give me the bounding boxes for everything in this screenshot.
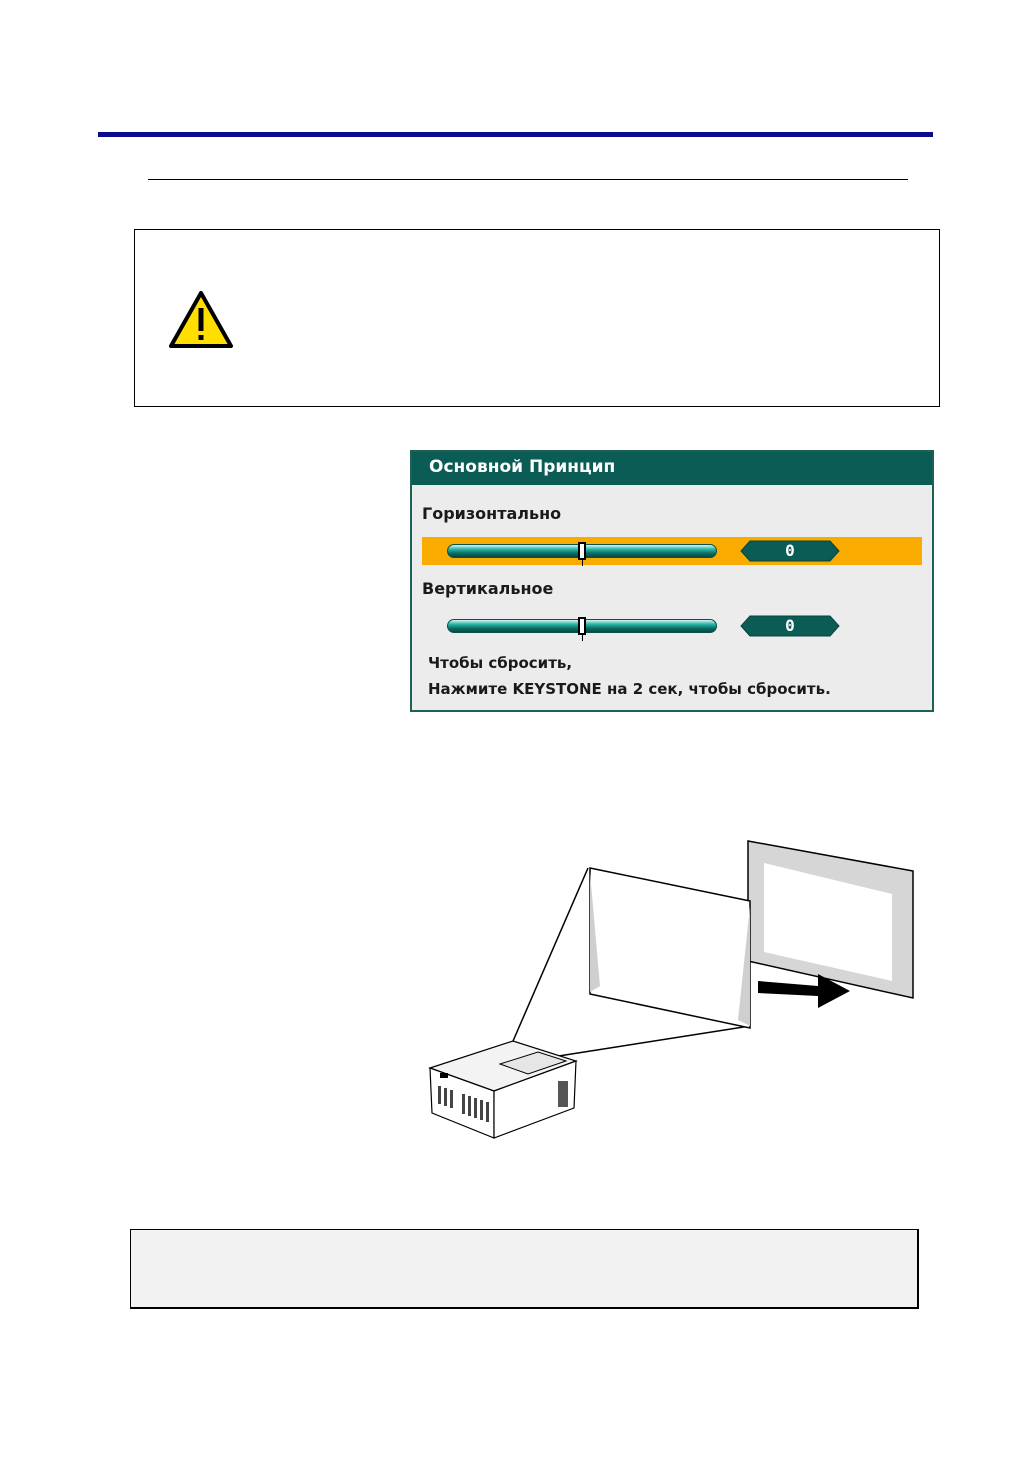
reset-hint-line-2: Нажмите KEYSTONE на 2 сек, чтобы сбросить. [428, 680, 831, 698]
horizontal-label: Горизонтально [422, 504, 562, 523]
vertical-slider-thumb[interactable] [578, 617, 586, 635]
caution-box [134, 229, 940, 407]
header-rule [98, 132, 933, 137]
horizontal-slider-thumb[interactable] [578, 542, 586, 560]
vertical-value: 0 [785, 616, 795, 635]
vertical-slider-center-tick [582, 635, 583, 641]
horizontal-value: 0 [785, 541, 795, 560]
front-screen [590, 868, 750, 1028]
keystone-illustration [418, 836, 918, 1146]
back-screen [748, 841, 913, 998]
section-rule [148, 179, 908, 180]
osd-title: Основной Принцип [429, 457, 616, 477]
osd-title-bar [412, 452, 932, 485]
keystone-osd-panel [410, 450, 934, 712]
note-box [130, 1229, 919, 1309]
horizontal-slider-center-tick [582, 560, 583, 566]
vertical-label: Вертикальное [422, 579, 554, 598]
warning-triangle-icon [168, 290, 234, 350]
reset-hint-line-1: Чтобы сбросить, [428, 654, 573, 672]
projector-icon [430, 1041, 576, 1138]
